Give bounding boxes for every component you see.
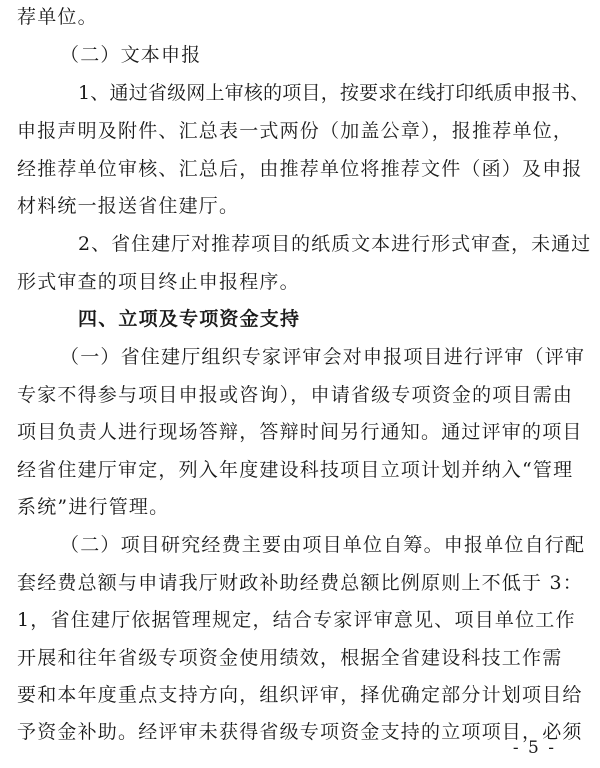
paragraph-line: （二）项目研究经费主要由项目单位自筹。申报单位自行配 — [60, 534, 586, 556]
paragraph-line: 予资金补助。经评审未获得省级专项资金支持的立项项目，必须 — [17, 721, 583, 743]
paragraph-line: 1，省住建厅依据管理规定，结合专家评审意见、项目单位工作 — [17, 609, 576, 631]
paragraph-line: 形式审查的项目终止申报程序。 — [17, 271, 300, 293]
paragraph-line: 2、省住建厅对推荐项目的纸质文本进行形式审查，未通过 — [78, 233, 592, 255]
paragraph-line: 项目负责人进行现场答辩，答辩时间另行通知。通过评审的项目 — [17, 421, 583, 443]
paragraph-line: 要和本年度重点支持方向，组织评审，择优确定部分计划项目给 — [17, 684, 583, 706]
paragraph-line: 开展和往年省级专项资金使用绩效，根据全省建设科技工作需 — [17, 647, 563, 669]
section-heading-project-funding: 四、立项及专项资金支持 — [78, 308, 301, 330]
paragraph-line: 专家不得参与项目申报或咨询），申请省级专项资金的项目需由 — [17, 384, 574, 406]
paragraph-line: 系统”进行管理。 — [17, 496, 170, 518]
paragraph-line: 经省住建厅审定，列入年度建设科技项目立项计划并纳入“管理 — [17, 459, 574, 481]
paragraph-line: 套经费总额与申请我厅财政补助经费总额比例原则上不低于 3： — [17, 572, 583, 594]
paragraph-line: （一）省住建厅组织专家评审会对申报项目进行评审（评审 — [60, 346, 586, 368]
paragraph-line: 经推荐单位审核、汇总后，由推荐单位将推荐文件（函）及申报 — [17, 158, 583, 180]
paragraph-line: 材料统一报送省住建厅。 — [17, 195, 240, 217]
page-number: - 5 - — [512, 738, 556, 758]
paragraph-line: 申报声明及附件、汇总表一式两份（加盖公章），报推荐单位， — [17, 120, 574, 142]
subsection-heading-text-submission: （二）文本申报 — [60, 44, 202, 66]
text-line-continuation: 荐单位。 — [17, 6, 98, 28]
paragraph-line: 1、通过省级网上审核的项目，按要求在线打印纸质申报书、 — [78, 82, 590, 104]
